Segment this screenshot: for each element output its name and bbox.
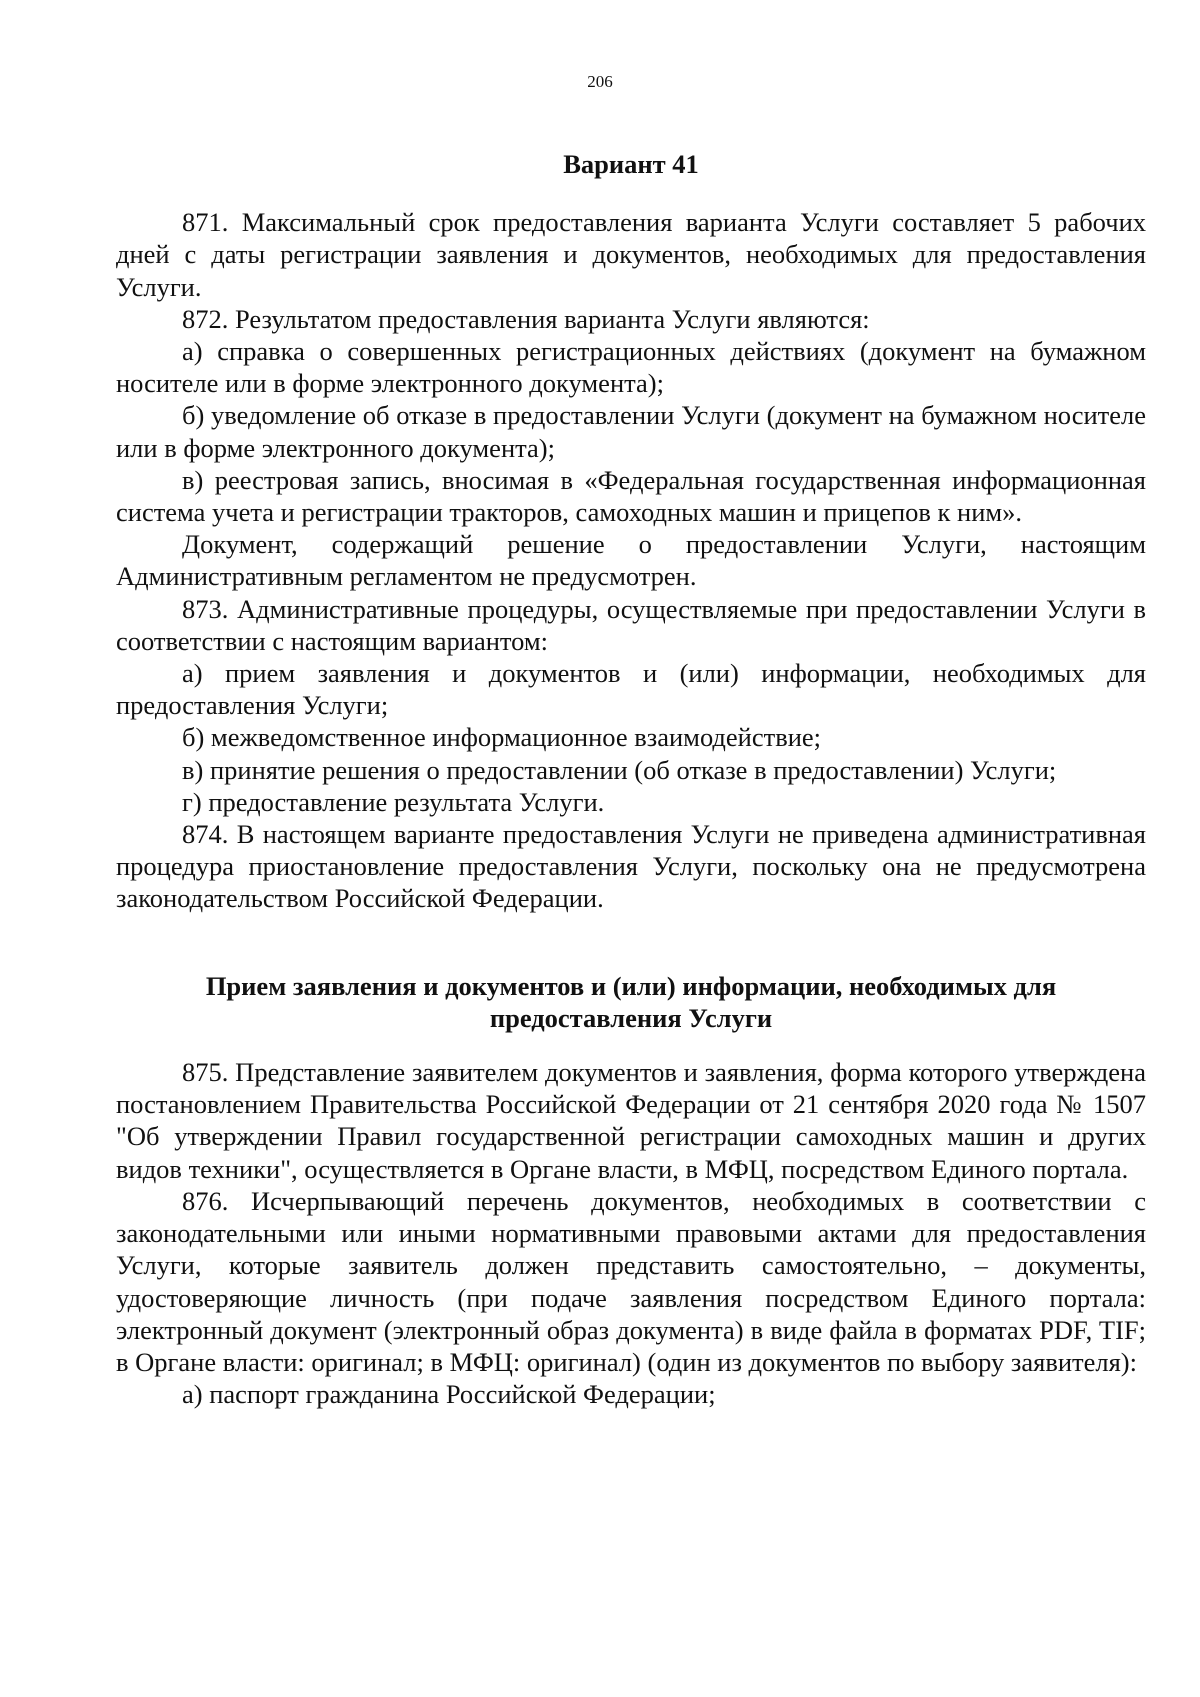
page-number: 206: [587, 72, 613, 91]
paragraph-872: 872. Результатом предоставления варианта Услуги являются:: [182, 303, 870, 334]
list-item-872-b: б) уведомление об отказе в предоставлении Услуги (документ на бумажном носителе или в форме электронного документа);: [116, 400, 1146, 463]
variant-title: Вариант 41: [563, 149, 699, 179]
document-body: [116, 148, 1146, 1410]
list-item-876-a: а) паспорт гражданина Российской Федерации;: [182, 1379, 716, 1410]
paragraph-875: 875. Представление заявителем документов и заявления, форма которого утверждена постановлением Правительства Российской Федерации от 21 сентября 2020 года № 1507 "Об утверждении Правил государственной регистрации самоходных машин и других видов техники", осуществляется в Органе власти, в МФЦ, посредством Единого портала.: [116, 1057, 1146, 1184]
list-item-873-g: г) предоставление результата Услуги.: [182, 786, 605, 817]
paragraph-decision-note: Документ, содержащий решение о предоставлении Услуги, настоящим Административным регламентом не предусмотрен.: [116, 529, 1146, 592]
list-item-873-a: а) прием заявления и документов и (или) информации, необходимых для предоставления Услуги;: [116, 658, 1146, 721]
section-heading: Прием заявления и документов и (или) информации, необходимых для предоставления Услуги: [205, 970, 1057, 1033]
paragraph-871: 871. Максимальный срок предоставления варианта Услуги составляет 5 рабочих дней с даты регистрации заявления и документов, необходимых для предоставления Услуги.: [116, 207, 1146, 302]
list-item-872-v: в) реестровая запись, вносимая в «Федеральная государственная информационная система учета и регистрации тракторов, самоходных машин и прицепов к ним».: [116, 464, 1146, 528]
list-item-873-v: в) принятие решения о предоставлении (об отказе в предоставлении) Услуги;: [182, 754, 1057, 785]
paragraph-874: 874. В настоящем варианте предоставления Услуги не приведена административная процедура приостановление предоставления Услуги, поскольку она не предусмотрена законодательством Российской Федерации.: [116, 819, 1146, 914]
paragraph-876: 876. Исчерпывающий перечень документов, необходимых в соответствии с законодательными или иными нормативными правовыми актами для предоставления Услуги, которые заявитель должен представить самостоятельно, – документы, удостоверяющие личность (при подаче заявления посредством Единого портала: электронный документ (электронный образ документа) в виде файла в форматах PDF, TIF; в Органе власти: оригинал; в МФЦ: оригинал) (один из документов по выбору заявителя):: [116, 1185, 1146, 1377]
paragraph-873: 873. Административные процедуры, осуществляемые при предоставлении Услуги в соответствии с настоящим вариантом:: [116, 593, 1146, 656]
list-item-872-a: а) справка о совершенных регистрационных действиях (документ на бумажном носителе или в форме электронного документа);: [116, 336, 1146, 399]
list-item-873-b: б) межведомственное информационное взаимодействие;: [182, 722, 822, 753]
